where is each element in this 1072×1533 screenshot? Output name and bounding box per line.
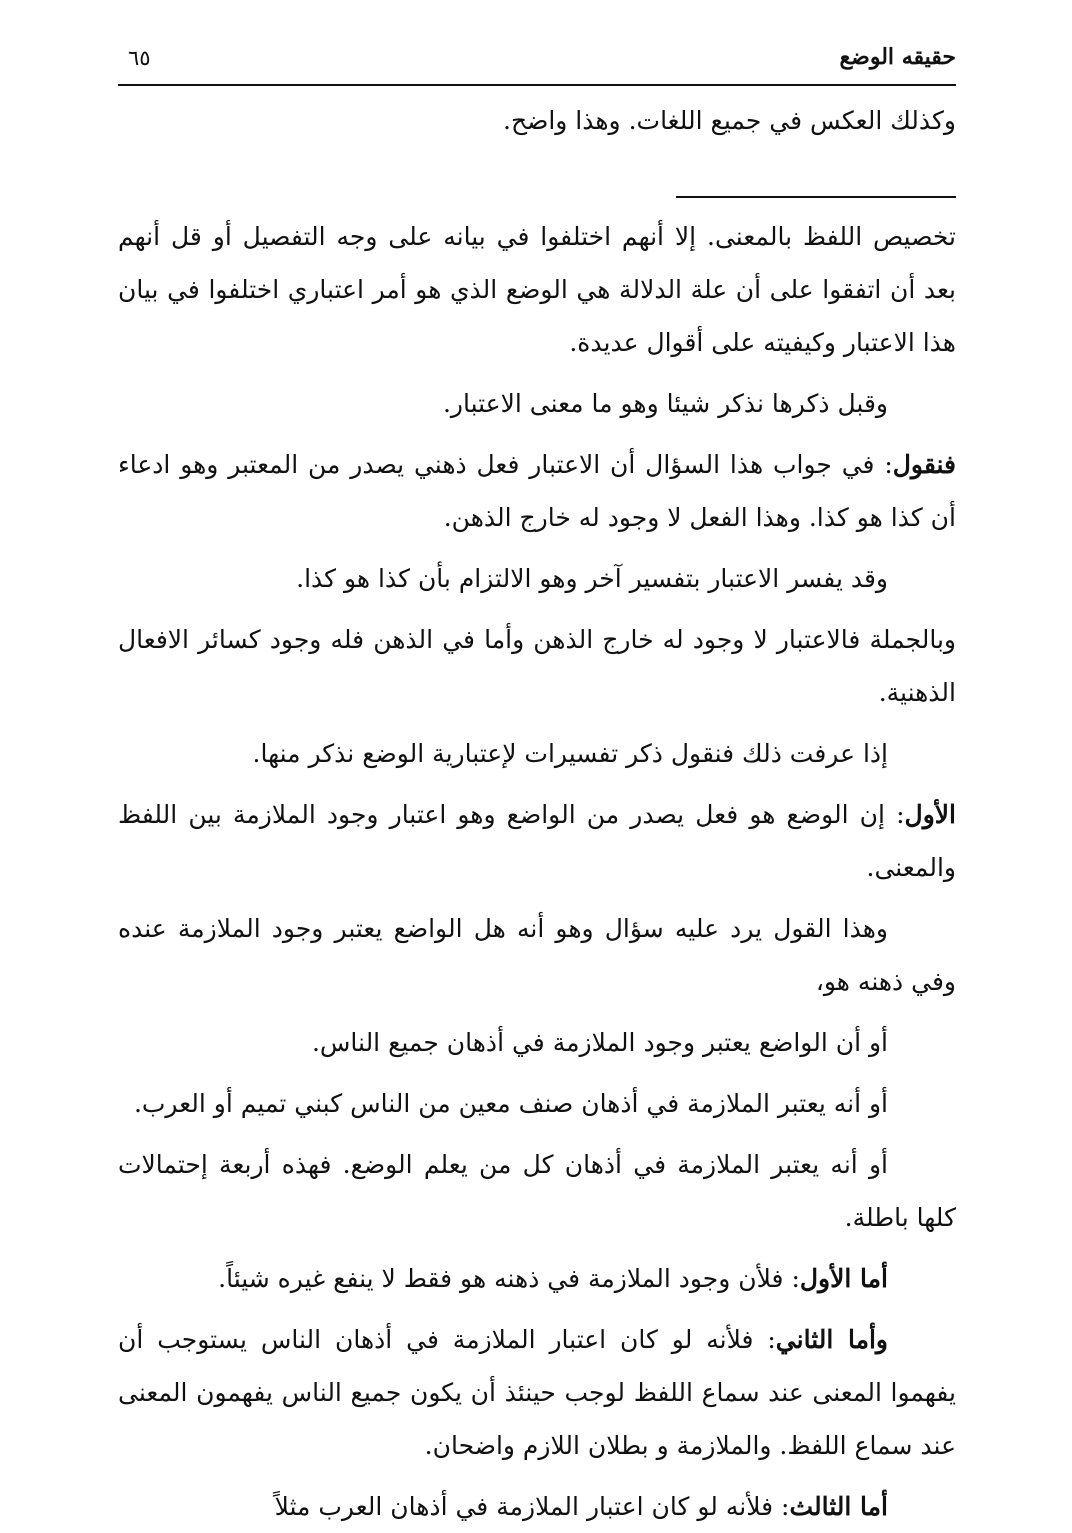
paragraph-lead: وأما الثاني xyxy=(775,1325,888,1354)
footnote-paragraph xyxy=(118,788,956,894)
footnote-paragraph xyxy=(118,552,956,605)
paragraph-lead: فنقول xyxy=(892,450,956,479)
paragraph-text: : فلأن وجود الملازمة في ذهنه هو فقط لا ينفع غيره شيئاً. xyxy=(218,1264,800,1293)
footnote-paragraph xyxy=(118,1252,956,1305)
footnote-paragraph xyxy=(118,210,956,369)
footnote-paragraph xyxy=(118,902,956,1008)
footnote-paragraph xyxy=(118,1480,956,1533)
footnote xyxy=(118,210,956,1533)
book-page xyxy=(118,34,956,1521)
page-header xyxy=(118,34,956,84)
body-text: وكذلك العكس في جميع اللغات. وهذا واضح. xyxy=(503,106,956,135)
header-rule xyxy=(118,84,956,86)
paragraph-text: : إن الوضع هو فعل يصدر من الواضع وهو اعتبار وجود الملازمة بين اللفظ والمعنى. xyxy=(118,800,956,882)
paragraph-text: أو أن الواضع يعتبر وجود الملازمة في أذهان جميع الناس. xyxy=(311,1028,888,1057)
paragraph-text: : فلأنه لو كان اعتبار الملازمة في أذهان الناس يستوجب أن يفهموا المعنى عند سماع اللفظ لوجب حينئذ أن يكون جميع الناس يفهمون المعنى عند سماع اللفظ. والملازمة و بطلان اللازم واضحان. xyxy=(118,1325,956,1460)
paragraph-text: أو أنه يعتبر الملازمة في أذهان كل من يعلم الوضع. فهذه أربعة إحتمالات كلها باطلة. xyxy=(118,1150,956,1232)
footnote-separator xyxy=(676,196,956,198)
footnote-paragraph xyxy=(118,1138,956,1244)
paragraph-lead: أما الأول xyxy=(799,1264,888,1293)
paragraph-text: وقد يفسر الاعتبار بتفسير آخر وهو الالتزام بأن كذا هو كذا. xyxy=(296,564,888,593)
footnote-paragraph xyxy=(118,727,956,780)
running-title: حقيقه الوضع xyxy=(839,44,956,70)
page-number: ٦٥ xyxy=(128,46,151,70)
paragraph-text: : في جواب هذا السؤال أن الاعتبار فعل ذهني يصدر من المعتبر وهو ادعاء أن كذا هو كذا. وهذا الفعل لا وجود له خارج الذهن. xyxy=(118,450,956,532)
footnote-paragraph xyxy=(118,1016,956,1069)
paragraph-text: تخصيص اللفظ بالمعنى. إلا أنهم اختلفوا في بيانه على وجه التفصيل أو قل أنهم بعد أن اتفقوا على أن علة الدلالة هي الوضع الذي هو أمر اعتباري اختلفوا في بيان هذا الاعتبار وكيفيته على أقوال عديدة. xyxy=(118,222,956,357)
paragraph-text: إذا عرفت ذلك فنقول ذكر تفسيرات لإعتبارية الوضع نذكر منها. xyxy=(252,739,888,768)
paragraph-text: وقبل ذكرها نذكر شيئا وهو ما معنى الاعتبار. xyxy=(442,389,888,418)
paragraph-lead: الأول xyxy=(904,800,956,829)
footnote-paragraph xyxy=(118,1077,956,1130)
paragraph-text: وهذا القول يرد عليه سؤال وهو أنه هل الواضع يعتبر وجود الملازمة عنده وفي ذهنه هو، xyxy=(118,914,956,996)
paragraph-text: أو أنه يعتبر الملازمة في أذهان صنف معين من الناس كبني تميم أو العرب. xyxy=(133,1089,888,1118)
paragraph-text: وبالجملة فالاعتبار لا وجود له خارج الذهن وأما في الذهن فله وجود كسائر الافعال الذهنية. xyxy=(118,625,956,707)
paragraph-text: : فلأنه لو كان اعتبار الملازمة في أذهان العرب مثلاً xyxy=(274,1492,790,1521)
footnote-paragraph xyxy=(118,1313,956,1472)
footnote-paragraph xyxy=(118,377,956,430)
footnote-paragraph xyxy=(118,438,956,544)
paragraph-lead: أما الثالث xyxy=(789,1492,888,1521)
footnote-paragraph xyxy=(118,613,956,719)
